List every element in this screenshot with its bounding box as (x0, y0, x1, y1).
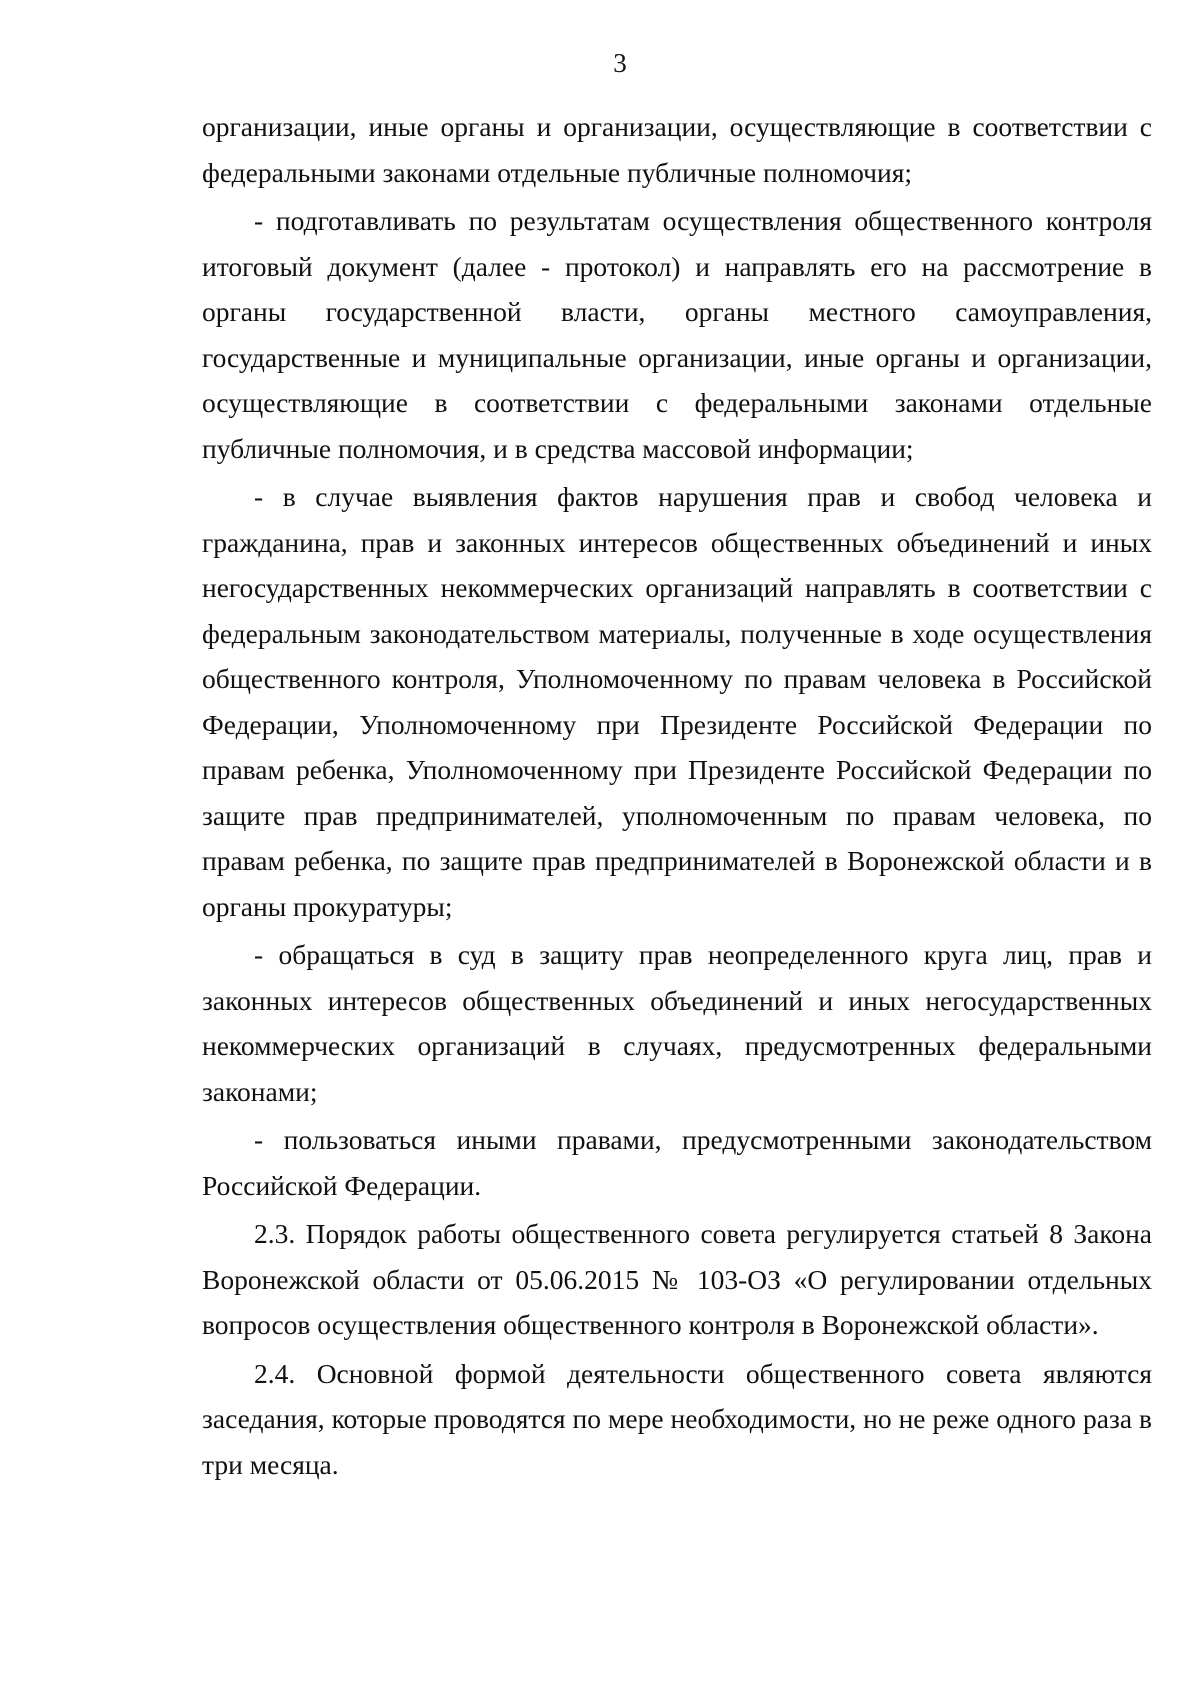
paragraph-2-4: 2.4. Основной формой деятельности общественного совета являются заседания, которые проводятся по мере необходимости, но не реже одного раза в три месяца. (202, 1357, 1152, 1480)
page-number: 3 (613, 48, 627, 78)
paragraph-violations: - в случае выявления фактов нарушения прав и свобод человека и гражданина, прав и законных интересов общественных объединений и иных негосударственных некоммерческих организаций направлять в соответствии с федеральным законодательством материалы, полученные в ходе осуществления общественного контроля, Уполномоченному по правам человека в Российской Федерации, Уполномоченному при Президенте Российской Федерации по правам ребенка, Уполномоченному при Президенте Российской Федерации по защите прав предпринимателей, уполномоченным по правам человека, по правам ребенка, по защите прав предпринимателей в Воронежской области и в органы прокуратуры; (202, 481, 1152, 922)
paragraph-continuation: организации, иные органы и организации, осуществляющие в соответствии с федеральными законами отдельные публичные полномочия; (202, 111, 1152, 188)
paragraph-other-rights: - пользоваться иными правами, предусмотренными законодательством Российской Федерации. (202, 1124, 1152, 1201)
paragraph-2-3: 2.3. Порядок работы общественного совета регулируется статьей 8 Закона Воронежской области от 05.06.2015 № 103-ОЗ «О регулировании отдельных вопросов осуществления общественного контроля в Воронежской области». (202, 1218, 1152, 1340)
document-body (202, 104, 1152, 1487)
paragraph-court: - обращаться в суд в защиту прав неопределенного круга лиц, прав и законных интересов общественных объединений и иных негосударственных некоммерческих организаций в случаях, предусмотренных федеральными законами; (202, 939, 1152, 1107)
paragraph-prepare-protocol: - подготавливать по результатам осуществления общественного контроля итоговый документ (далее - протокол) и направлять его на рассмотрение в органы государственной власти, органы местного самоуправления, государственные и муниципальные организации, иные органы и организации, осуществляющие в соответствии с федеральными законами отдельные публичные полномочия, и в средства массовой информации; (202, 205, 1152, 464)
